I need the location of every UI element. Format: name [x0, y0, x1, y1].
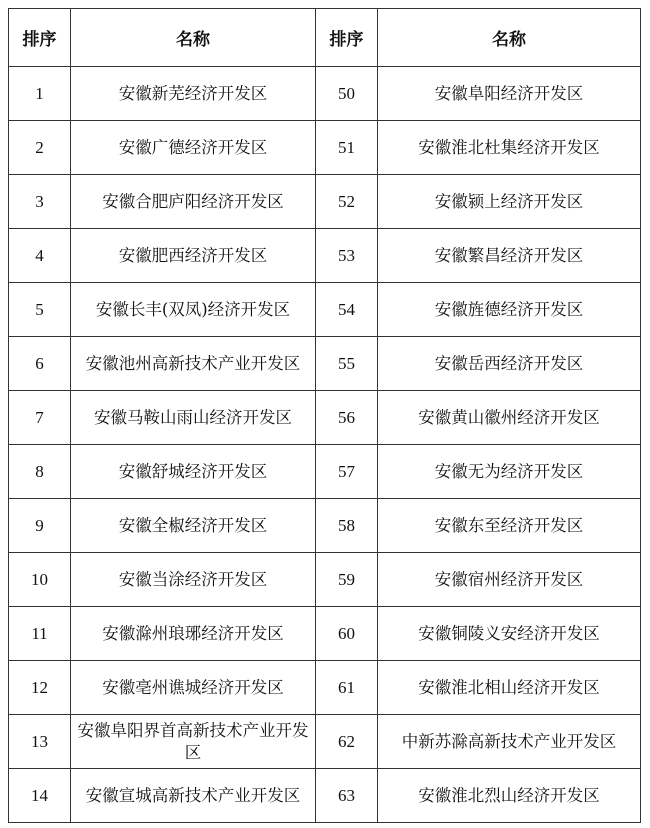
- rank-right-cell: 59: [316, 553, 378, 607]
- name-right-cell: 安徽东至经济开发区: [378, 499, 641, 553]
- table-row: [9, 175, 641, 229]
- rank-right-cell: 52: [316, 175, 378, 229]
- rank-right-cell: 56: [316, 391, 378, 445]
- rank-right-cell: 61: [316, 661, 378, 715]
- rank-left-cell: 13: [9, 715, 71, 769]
- ranking-table: [8, 8, 641, 823]
- rank-left-cell: 10: [9, 553, 71, 607]
- header-name-left: 名称: [71, 9, 316, 67]
- rank-left-cell: 11: [9, 607, 71, 661]
- name-left-cell: 安徽广德经济开发区: [71, 121, 316, 175]
- name-left-cell: 安徽宣城高新技术产业开发区: [71, 769, 316, 823]
- name-left-cell: 安徽长丰(双凤)经济开发区: [71, 283, 316, 337]
- name-right-cell: 安徽淮北杜集经济开发区: [378, 121, 641, 175]
- rank-left-cell: 7: [9, 391, 71, 445]
- name-right-cell: 安徽颍上经济开发区: [378, 175, 641, 229]
- rank-right-cell: 53: [316, 229, 378, 283]
- rank-left-cell: 5: [9, 283, 71, 337]
- rank-left-cell: 4: [9, 229, 71, 283]
- table-row: [9, 661, 641, 715]
- name-right-cell: 安徽黄山徽州经济开发区: [378, 391, 641, 445]
- rank-left-cell: 2: [9, 121, 71, 175]
- name-right-cell: 安徽无为经济开发区: [378, 445, 641, 499]
- name-left-cell: 安徽新芜经济开发区: [71, 67, 316, 121]
- rank-right-cell: 63: [316, 769, 378, 823]
- name-right-cell: 安徽淮北相山经济开发区: [378, 661, 641, 715]
- rank-left-cell: 12: [9, 661, 71, 715]
- table-row: [9, 769, 641, 823]
- header-name-right: 名称: [378, 9, 641, 67]
- name-left-cell: 安徽阜阳界首高新技术产业开发区: [71, 715, 316, 769]
- name-right-cell: 安徽繁昌经济开发区: [378, 229, 641, 283]
- rank-right-cell: 60: [316, 607, 378, 661]
- rank-right-cell: 51: [316, 121, 378, 175]
- rank-right-cell: 54: [316, 283, 378, 337]
- name-left-cell: 安徽全椒经济开发区: [71, 499, 316, 553]
- rank-right-cell: 58: [316, 499, 378, 553]
- rank-left-cell: 6: [9, 337, 71, 391]
- rank-right-cell: 55: [316, 337, 378, 391]
- table-row: [9, 337, 641, 391]
- name-left-cell: 安徽亳州谯城经济开发区: [71, 661, 316, 715]
- name-left-cell: 安徽滁州琅琊经济开发区: [71, 607, 316, 661]
- rank-right-cell: 57: [316, 445, 378, 499]
- rank-left-cell: 14: [9, 769, 71, 823]
- name-right-cell: 安徽阜阳经济开发区: [378, 67, 641, 121]
- table-row: [9, 283, 641, 337]
- name-left-cell: 安徽肥西经济开发区: [71, 229, 316, 283]
- header-rank-right: 排序: [316, 9, 378, 67]
- name-left-cell: 安徽马鞍山雨山经济开发区: [71, 391, 316, 445]
- table-row: [9, 121, 641, 175]
- rank-right-cell: 62: [316, 715, 378, 769]
- rank-left-cell: 1: [9, 67, 71, 121]
- table-header-row: [9, 9, 641, 67]
- table-row: [9, 67, 641, 121]
- name-right-cell: 安徽旌德经济开发区: [378, 283, 641, 337]
- table-row: [9, 391, 641, 445]
- table-row: [9, 499, 641, 553]
- name-right-cell: 安徽宿州经济开发区: [378, 553, 641, 607]
- name-right-cell: 中新苏滁高新技术产业开发区: [378, 715, 641, 769]
- name-left-cell: 安徽当涂经济开发区: [71, 553, 316, 607]
- name-left-cell: 安徽舒城经济开发区: [71, 445, 316, 499]
- name-right-cell: 安徽岳西经济开发区: [378, 337, 641, 391]
- table-row: [9, 229, 641, 283]
- table-row: [9, 445, 641, 499]
- name-right-cell: 安徽淮北烈山经济开发区: [378, 769, 641, 823]
- table-row: [9, 715, 641, 769]
- rank-left-cell: 8: [9, 445, 71, 499]
- name-left-cell: 安徽池州高新技术产业开发区: [71, 337, 316, 391]
- rank-right-cell: 50: [316, 67, 378, 121]
- name-right-cell: 安徽铜陵义安经济开发区: [378, 607, 641, 661]
- name-left-cell: 安徽合肥庐阳经济开发区: [71, 175, 316, 229]
- rank-left-cell: 9: [9, 499, 71, 553]
- table-row: [9, 607, 641, 661]
- header-rank-left: 排序: [9, 9, 71, 67]
- rank-left-cell: 3: [9, 175, 71, 229]
- table-row: [9, 553, 641, 607]
